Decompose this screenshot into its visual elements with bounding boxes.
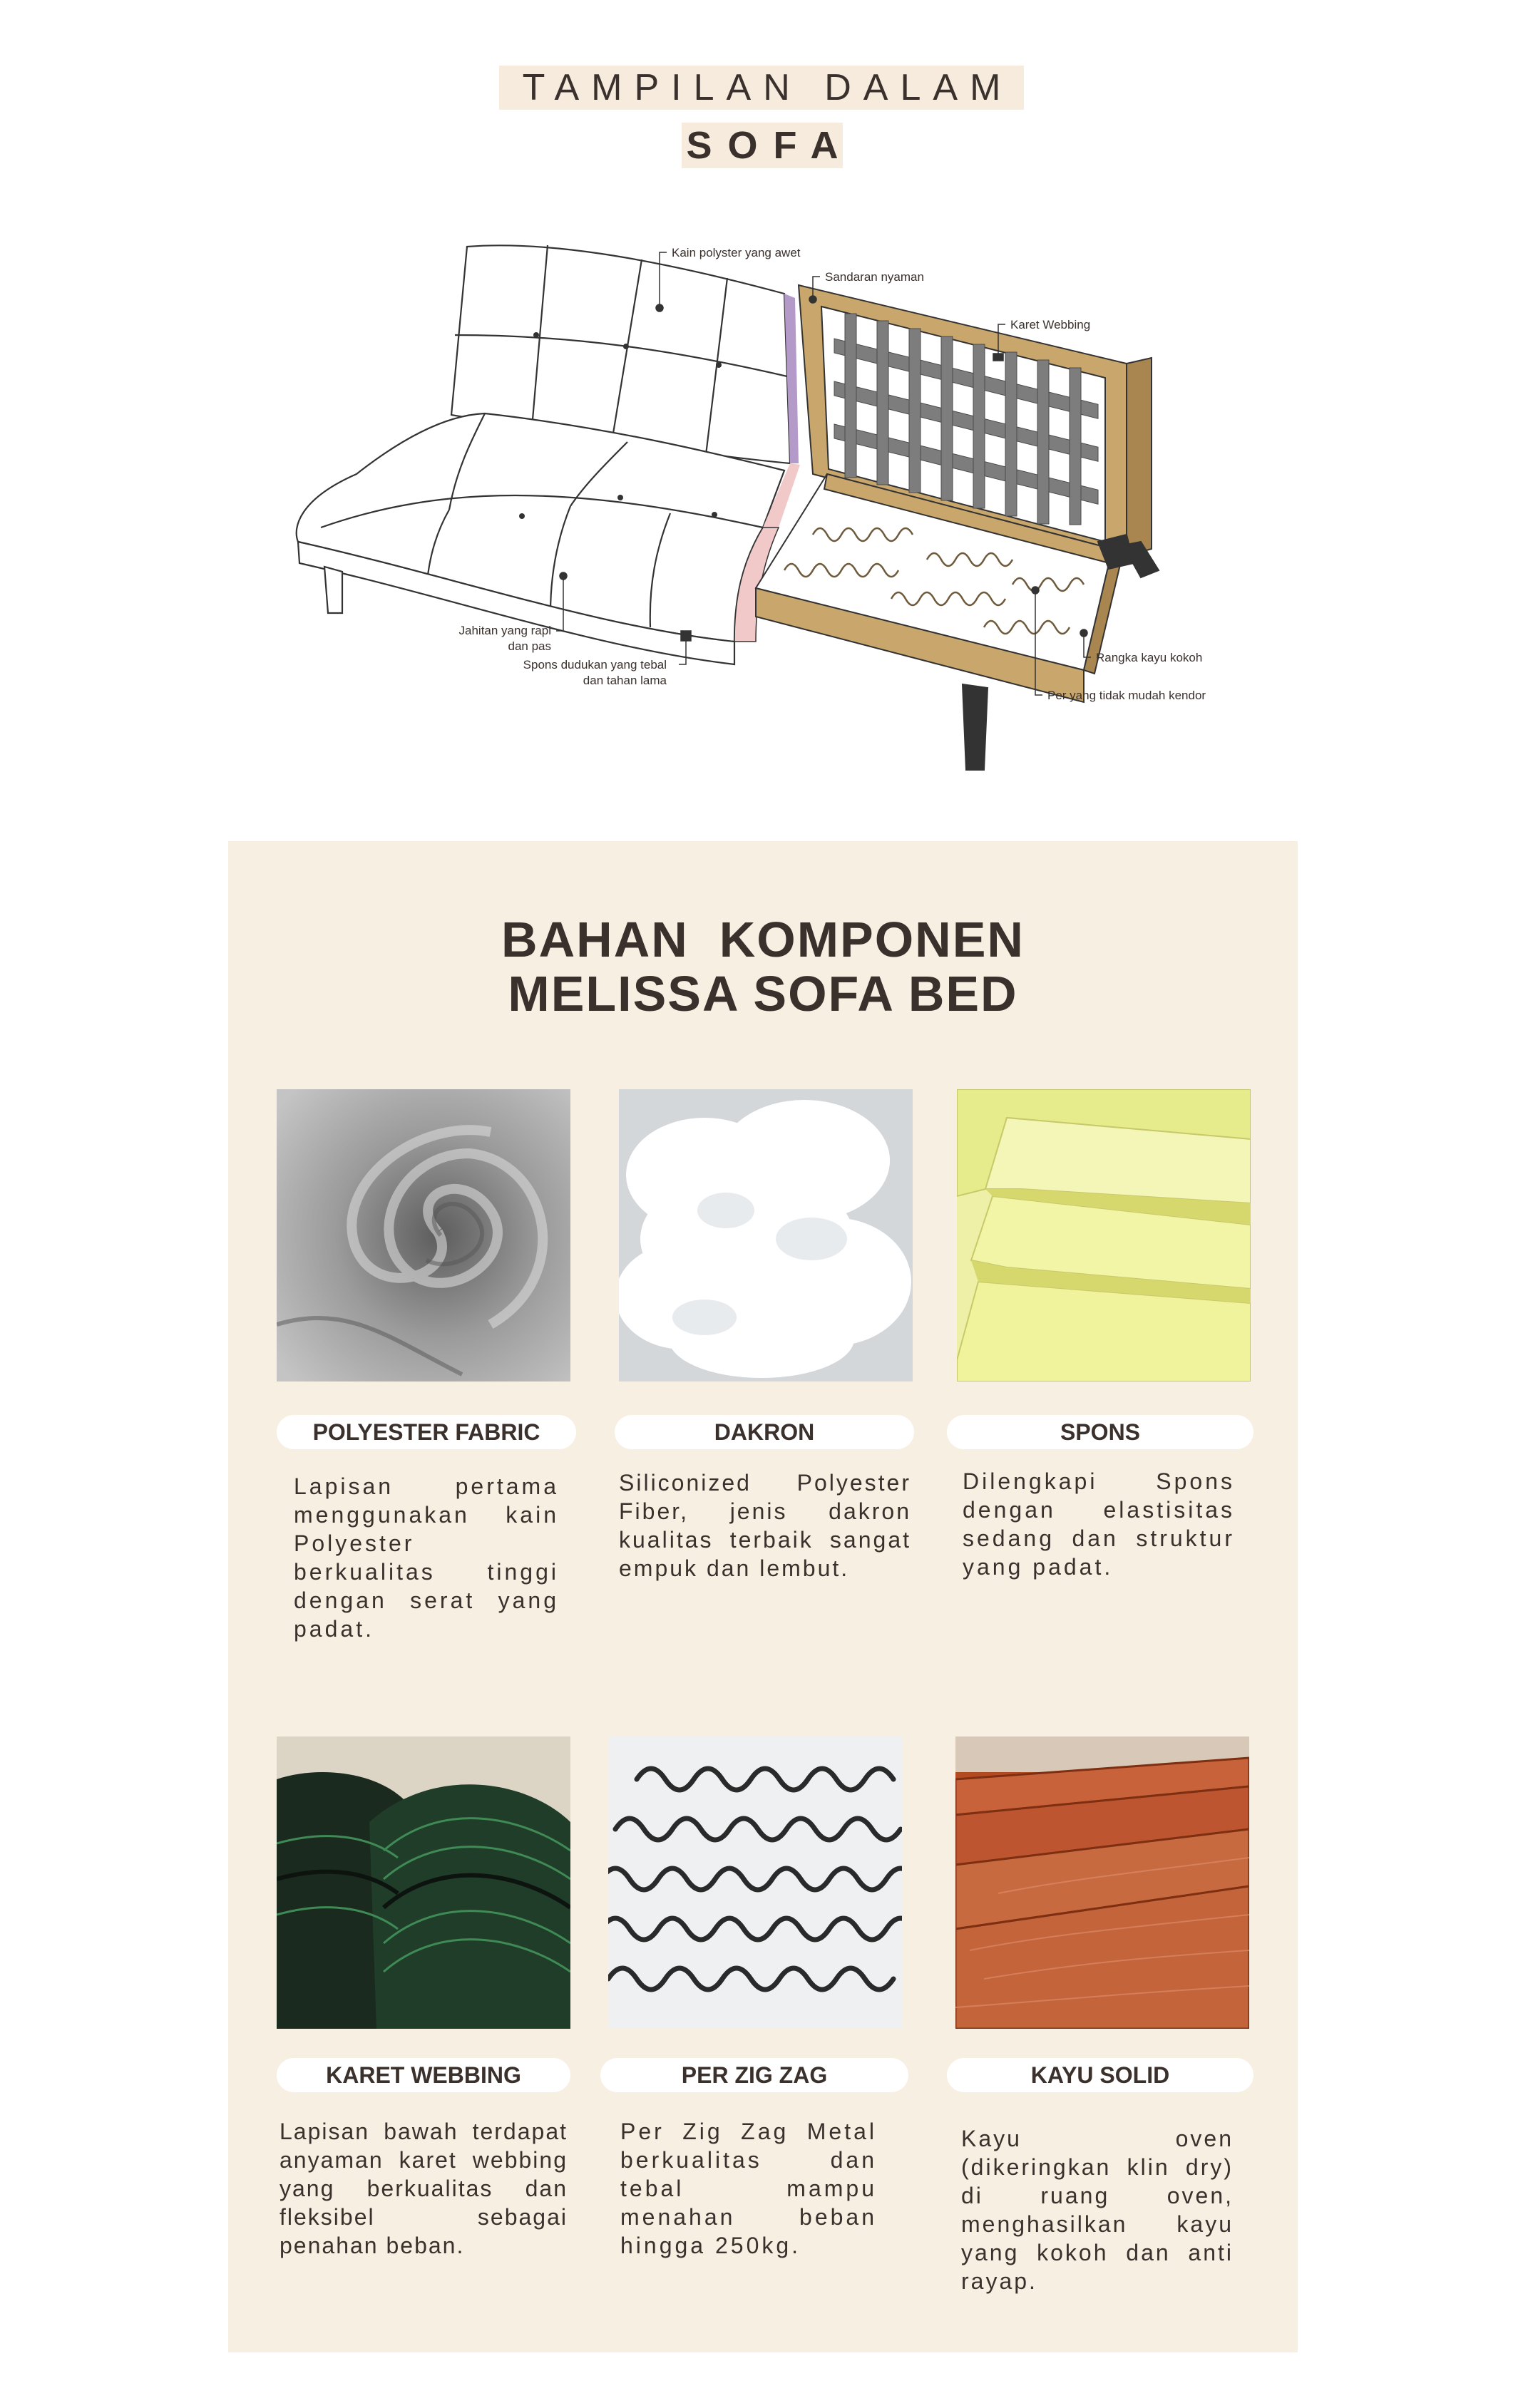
sofa-upholstery [297, 245, 790, 664]
sofa-cutaway-diagram [271, 228, 1262, 784]
label-spons: SPONS [947, 1415, 1253, 1449]
desc-karet-webbing: Lapisan bawah terdapat anyaman karet webbing yang berkualitas dan fleksibel sebagai penahan beban. [280, 2119, 568, 2258]
components-panel [228, 841, 1298, 2352]
label-per-zig-zag: PER ZIG ZAG [600, 2058, 908, 2092]
photo-per-zig-zag [608, 1736, 902, 2029]
components-title-line2: MELISSA SOFA BED [508, 966, 1018, 1022]
header-title-line2: SOFA [682, 123, 843, 168]
photo-polyester-fabric [277, 1089, 570, 1381]
photo-karet-webbing [277, 1736, 570, 2029]
callout-foam-line2: dan tahan lama [583, 674, 667, 687]
callout-foam-line1: Spons dudukan yang tebal [523, 658, 667, 672]
callout-stitch-line2: dan pas [508, 639, 551, 653]
photo-spons [957, 1089, 1251, 1381]
callout-fabric: Kain polyster yang awet [672, 246, 801, 259]
components-title-line1: BAHAN KOMPONEN [501, 912, 1025, 967]
callout-stitch-line1: Jahitan yang rapi [458, 624, 551, 637]
desc-per-zig-zag: Per Zig Zag Metal berkualitas dan tebal mampu menahan beban hingga 250kg. [620, 2119, 877, 2258]
label-polyester-fabric: POLYESTER FABRIC [277, 1415, 576, 1449]
desc-kayu-solid: Kayu oven (dikeringkan klin dry) di ruang oven, menghasilkan kayu yang kokoh dan anti rayap. [961, 2126, 1234, 2294]
photo-dakron [619, 1089, 913, 1381]
photo-kayu-solid [955, 1736, 1249, 2029]
callout-frame: Rangka kayu kokoh [1096, 651, 1203, 664]
desc-spons: Dilengkapi Spons dengan elastisitas sedang dan struktur yang padat. [963, 1468, 1235, 1580]
desc-dakron: Siliconized Polyester Fiber, jenis dakron kualitas terbaik sangat empuk dan lembut. [619, 1470, 911, 1581]
desc-polyester-fabric: Lapisan pertama menggunakan kain Polyester berkualitas tinggi dengan serat yang padat. [294, 1473, 559, 1642]
components-title [228, 912, 1298, 1021]
label-karet-webbing: KARET WEBBING [277, 2058, 570, 2092]
label-dakron: DAKRON [615, 1415, 914, 1449]
header-title-line1: TAMPILAN DALAM [499, 66, 1024, 110]
callout-spring: Per yang tidak mudah kendor [1047, 689, 1206, 702]
label-kayu-solid: KAYU SOLID [947, 2058, 1253, 2092]
callout-webbing: Karet Webbing [1010, 318, 1091, 331]
callout-backrest: Sandaran nyaman [825, 270, 924, 284]
